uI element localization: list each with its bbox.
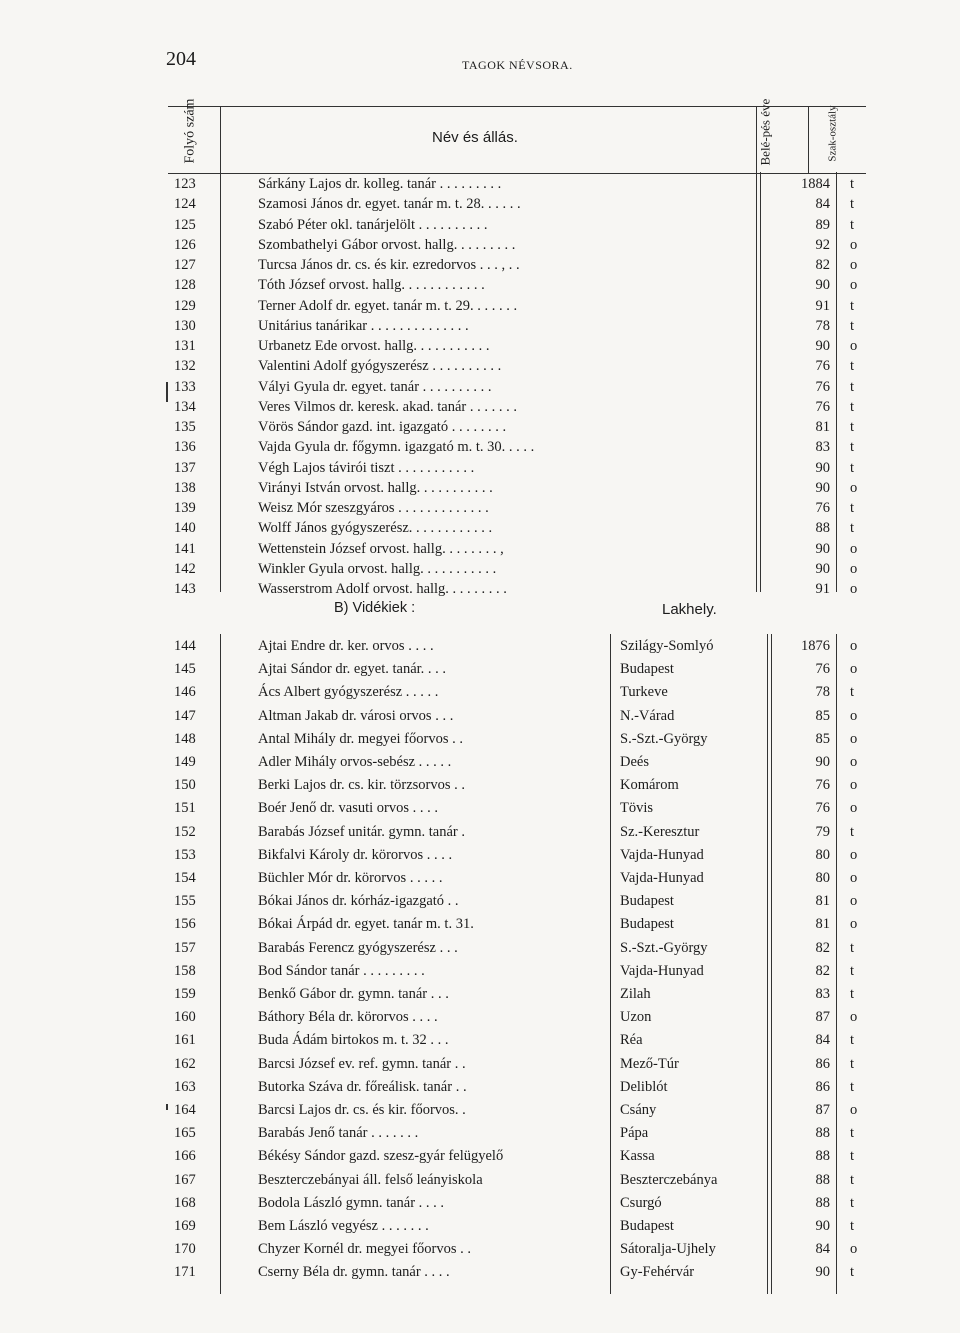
entry-year: 83 <box>815 986 830 1002</box>
row-number: 146 <box>174 684 196 701</box>
section-class: t <box>850 684 855 701</box>
member-name: Ács Albert gyógyszerész . . . . . <box>258 684 439 701</box>
entry-year: 80 <box>815 846 830 863</box>
residence: Sz.-Keresztur <box>620 823 700 840</box>
member-name: Ajtai Sándor dr. egyet. tanár. . . . <box>258 661 447 678</box>
entry-year: 90 <box>815 277 830 294</box>
residence: Zilah <box>620 986 651 1002</box>
residence: Kassa <box>620 1148 655 1165</box>
residence: N.-Várad <box>620 707 675 724</box>
row-number: 136 <box>174 439 196 456</box>
member-name: Unitárius tanárikar . . . . . . . . . . . . . . <box>258 317 469 334</box>
row-number: 161 <box>174 1032 196 1049</box>
section-class: o <box>850 707 858 724</box>
header-col-year: Belé-pés éve <box>757 98 773 166</box>
entry-year: 80 <box>815 870 830 886</box>
member-name: Barabás Ferencz gyógyszerész . . . <box>258 939 458 956</box>
member-name: Buda Ádám birtokos m. t. 32 . . . <box>258 1032 449 1049</box>
member-name: Virányi István orvost. hallg. . . . . . . . . . . <box>258 479 493 496</box>
entry-year: 82 <box>815 962 830 979</box>
entry-year: 86 <box>815 1055 830 1072</box>
entry-year: 90 <box>815 560 830 577</box>
section-class: o <box>850 800 858 817</box>
member-name: Winkler Gyula orvost. hallg. . . . . . . . . . . <box>258 560 497 577</box>
member-name: Végh Lajos távirói tiszt . . . . . . . . . . . <box>258 459 475 476</box>
section-class: t <box>850 196 855 213</box>
entry-year: 88 <box>815 1148 830 1165</box>
member-name: Barcsi Lajos dr. cs. és kir. főorvos. . <box>258 1102 466 1118</box>
section-class: t <box>850 1078 855 1095</box>
header-col-class: Szak-osztály <box>826 105 839 162</box>
section-class: t <box>850 297 855 314</box>
row-number: 135 <box>174 419 196 435</box>
section-class: o <box>850 661 858 678</box>
section-class: o <box>850 1009 858 1026</box>
section-b-rule-year-2 <box>771 634 772 1294</box>
section-class: t <box>850 1032 855 1049</box>
residence: Vajda-Hunyad <box>620 870 704 886</box>
row-number: 165 <box>174 1125 196 1142</box>
row-number: 151 <box>174 800 196 817</box>
member-name: Wolff János gyógyszerész. . . . . . . . . . . . <box>258 520 493 537</box>
section-class: t <box>850 1218 855 1234</box>
section-class: t <box>850 459 855 476</box>
section-b-rule-class <box>836 634 837 1294</box>
section-class: t <box>850 358 855 375</box>
row-number: 137 <box>174 459 196 476</box>
section-a-rule-number <box>220 172 221 592</box>
member-name: Vályi Gyula dr. egyet. tanár . . . . . . . . . . <box>258 378 492 395</box>
member-name: Büchler Mór dr. körorvos . . . . . <box>258 870 443 886</box>
row-number: 143 <box>174 581 196 597</box>
section-class: t <box>850 823 855 840</box>
entry-year: 90 <box>815 1218 830 1234</box>
row-number: 158 <box>174 962 196 979</box>
row-number: 171 <box>174 1264 196 1281</box>
member-name: Butorka Száva dr. főreálisk. tanár . . <box>258 1078 467 1095</box>
residence: Komárom <box>620 777 679 794</box>
section-class: t <box>850 1055 855 1072</box>
row-number: 159 <box>174 986 196 1002</box>
entry-year: 84 <box>815 196 830 213</box>
residence: Réa <box>620 1032 643 1049</box>
header-col-name: Név és állás. <box>432 129 518 146</box>
row-number: 163 <box>174 1078 196 1095</box>
entry-year: 91 <box>815 581 830 597</box>
member-name: Tóth József orvost. hallg. . . . . . . . . . . . <box>258 277 485 294</box>
entry-year: 76 <box>815 500 830 516</box>
row-number: 152 <box>174 823 196 840</box>
page-number: 204 <box>166 48 196 70</box>
entry-year: 82 <box>815 939 830 956</box>
residence: S.-Szt.-György <box>620 939 708 956</box>
section-class: o <box>850 777 858 794</box>
residence: Uzon <box>620 1009 652 1026</box>
member-name: Cserny Béla dr. gymn. tanár . . . . <box>258 1264 450 1281</box>
section-class: t <box>850 500 855 516</box>
section-b-rule-place <box>610 634 611 1294</box>
entry-year: 88 <box>815 520 830 537</box>
residence: Budapest <box>620 893 674 910</box>
entry-year: 76 <box>815 777 830 794</box>
entry-year: 88 <box>815 1171 830 1188</box>
member-name: Terner Adolf dr. egyet. tanár m. t. 29. . . . . . . <box>258 297 518 314</box>
section-class: t <box>850 1194 855 1211</box>
residence: Budapest <box>620 661 674 678</box>
residence: Szilágy-Somlyó <box>620 638 714 654</box>
member-name: Veres Vilmos dr. keresk. akad. tanár . . . . . . . <box>258 398 517 415</box>
section-b-place-header: Lakhely. <box>662 601 717 618</box>
section-class: o <box>850 638 858 654</box>
section-class: o <box>850 236 858 253</box>
row-number: 134 <box>174 398 196 415</box>
section-class: t <box>850 419 855 435</box>
section-class: o <box>850 257 858 273</box>
entry-year: 85 <box>815 730 830 747</box>
entry-year: 81 <box>815 916 830 933</box>
entry-year: 76 <box>815 378 830 395</box>
member-name: Vajda Gyula dr. főgymn. igazgató m. t. 30. . . . . <box>258 439 535 456</box>
residence: Turkeve <box>620 684 668 701</box>
running-head: TAGOK NÉVSORA. <box>462 58 573 72</box>
section-class: t <box>850 216 855 233</box>
row-number: 169 <box>174 1218 196 1234</box>
member-name: Bókai János dr. kórház-igazgató . . <box>258 893 459 910</box>
section-b-rule-year-1 <box>767 634 768 1294</box>
member-name: Boér Jenő dr. vasuti orvos . . . . <box>258 800 439 817</box>
member-name: Weisz Mór szeszgyáros . . . . . . . . . . . . . <box>258 500 489 516</box>
row-number: 157 <box>174 939 196 956</box>
section-a-rule-year-2 <box>760 172 761 592</box>
row-number: 129 <box>174 297 196 314</box>
member-name: Antal Mihály dr. megyei főorvos . . <box>258 730 463 747</box>
member-name: Turcsa János dr. cs. és kir. ezredorvos . . . , . . <box>258 257 520 273</box>
entry-year: 81 <box>815 419 830 435</box>
entry-year: 86 <box>815 1078 830 1095</box>
section-class: o <box>850 893 858 910</box>
row-number: 162 <box>174 1055 196 1072</box>
row-number: 140 <box>174 520 196 537</box>
residence: Csurgó <box>620 1194 662 1211</box>
residence: Beszterczebánya <box>620 1171 718 1188</box>
section-a-rule-year-1 <box>756 172 757 592</box>
section-class: t <box>850 986 855 1002</box>
entry-year: 87 <box>815 1009 830 1026</box>
row-number: 127 <box>174 257 196 273</box>
entry-year: 89 <box>815 216 830 233</box>
residence: Mező-Túr <box>620 1055 679 1072</box>
residence: Tövis <box>620 800 654 817</box>
residence: Vajda-Hunyad <box>620 846 704 863</box>
row-number: 132 <box>174 358 196 375</box>
entry-year: 90 <box>815 479 830 496</box>
member-name: Vörös Sándor gazd. int. igazgató . . . . . . . . <box>258 419 507 435</box>
row-number: 150 <box>174 777 196 794</box>
row-number: 166 <box>174 1148 196 1165</box>
member-name: Urbanetz Ede orvost. hallg. . . . . . . . . . . <box>258 338 490 354</box>
entry-year: 78 <box>815 317 830 334</box>
member-name: Bikfalvi Károly dr. körorvos . . . . <box>258 846 453 863</box>
row-number: 123 <box>174 176 196 192</box>
section-class: o <box>850 277 858 294</box>
row-number: 139 <box>174 500 196 516</box>
row-number: 126 <box>174 236 196 253</box>
row-number: 154 <box>174 870 196 886</box>
row-number: 144 <box>174 638 196 654</box>
row-number: 170 <box>174 1241 196 1258</box>
residence: S.-Szt.-György <box>620 730 708 747</box>
section-class: o <box>850 338 858 354</box>
member-name: Báthory Béla dr. körorvos . . . . <box>258 1009 438 1026</box>
member-name: Chyzer Kornél dr. megyei főorvos . . <box>258 1241 472 1258</box>
entry-year: 76 <box>815 358 830 375</box>
entry-year: 1884 <box>801 176 830 192</box>
section-class: t <box>850 176 855 192</box>
row-number: 130 <box>174 317 196 334</box>
residence: Pápa <box>620 1125 649 1142</box>
member-name: Barabás József unitár. gymn. tanár . <box>258 823 465 840</box>
member-name: Valentini Adolf gyógyszerész . . . . . . . . . . <box>258 358 502 375</box>
entry-year: 90 <box>815 540 830 557</box>
entry-year: 85 <box>815 707 830 724</box>
section-class: t <box>850 1264 855 1281</box>
section-class: o <box>850 581 858 597</box>
member-name: Bókai Árpád dr. egyet. tanár m. t. 31. <box>258 916 474 933</box>
header-col-number: Folyó szám <box>182 98 198 164</box>
row-number: 133 <box>174 378 196 395</box>
row-number: 148 <box>174 730 196 747</box>
entry-year: 84 <box>815 1241 830 1258</box>
section-class: t <box>850 317 855 334</box>
residence: Budapest <box>620 1218 674 1234</box>
section-class: o <box>850 870 858 886</box>
row-number: 138 <box>174 479 196 496</box>
row-number: 149 <box>174 754 196 770</box>
entry-year: 79 <box>815 823 830 840</box>
section-class: o <box>850 916 858 933</box>
entry-year: 83 <box>815 439 830 456</box>
entry-year: 90 <box>815 1264 830 1281</box>
section-class: t <box>850 962 855 979</box>
row-number: 145 <box>174 661 196 678</box>
member-name: Berki Lajos dr. cs. kir. törzsorvos . . <box>258 777 466 794</box>
member-name: Adler Mihály orvos-sebész . . . . . <box>258 754 452 770</box>
row-number: 125 <box>174 216 196 233</box>
entry-year: 87 <box>815 1102 830 1118</box>
row-number: 160 <box>174 1009 196 1026</box>
section-class: o <box>850 754 858 770</box>
section-class: t <box>850 398 855 415</box>
entry-year: 78 <box>815 684 830 701</box>
section-class: o <box>850 479 858 496</box>
section-class: o <box>850 846 858 863</box>
section-class: t <box>850 939 855 956</box>
entry-year: 90 <box>815 459 830 476</box>
member-name: Benkő Gábor dr. gymn. tanár . . . <box>258 986 449 1002</box>
section-b-rule-number <box>220 634 221 1294</box>
entry-year: 90 <box>815 338 830 354</box>
row-number: 168 <box>174 1194 196 1211</box>
residence: Deliblót <box>620 1078 668 1095</box>
row-number: 155 <box>174 893 196 910</box>
section-class: o <box>850 1102 858 1118</box>
entry-year: 81 <box>815 893 830 910</box>
section-a-rule-class <box>836 172 837 592</box>
member-name: Wasserstrom Adolf orvost. hallg. . . . . . . . . <box>258 581 507 597</box>
row-number: 128 <box>174 277 196 294</box>
entry-year: 92 <box>815 236 830 253</box>
entry-year: 76 <box>815 398 830 415</box>
entry-year: 76 <box>815 661 830 678</box>
entry-year: 1876 <box>801 638 830 654</box>
section-class: t <box>850 1148 855 1165</box>
row-number: 153 <box>174 846 196 863</box>
entry-year: 91 <box>815 297 830 314</box>
section-class: t <box>850 439 855 456</box>
entry-year: 82 <box>815 257 830 273</box>
entry-year: 88 <box>815 1125 830 1142</box>
residence: Csány <box>620 1102 657 1118</box>
member-name: Altman Jakab dr. városi orvos . . . <box>258 707 454 724</box>
section-class: t <box>850 378 855 395</box>
row-number: 131 <box>174 338 196 354</box>
member-name: Beszterczebányai áll. felső leányiskola <box>258 1171 483 1188</box>
entry-year: 76 <box>815 800 830 817</box>
section-class: o <box>850 540 858 557</box>
residence: Budapest <box>620 916 674 933</box>
row-number: 164 <box>174 1102 196 1118</box>
row-number: 141 <box>174 540 196 557</box>
member-name: Bem László vegyész . . . . . . . <box>258 1218 429 1234</box>
member-name: Barcsi József ev. ref. gymn. tanár . . <box>258 1055 466 1072</box>
row-number: 167 <box>174 1171 196 1188</box>
section-class: t <box>850 1171 855 1188</box>
entry-year: 84 <box>815 1032 830 1049</box>
row-number: 147 <box>174 707 196 724</box>
section-class: o <box>850 730 858 747</box>
member-name: Bod Sándor tanár . . . . . . . . . <box>258 962 425 979</box>
residence: Deés <box>620 754 649 770</box>
row-number: 142 <box>174 560 196 577</box>
member-name: Szabó Péter okl. tanárjelölt . . . . . . . . . . <box>258 216 488 233</box>
row-number: 124 <box>174 196 196 213</box>
residence: Gy-Fehérvár <box>620 1264 695 1281</box>
member-name: Szombathelyi Gábor orvost. hallg. . . . . . . . . <box>258 236 516 253</box>
section-class: o <box>850 1241 858 1258</box>
member-name: Sárkány Lajos dr. kolleg. tanár . . . . . . . . . <box>258 176 502 192</box>
member-name: Wettenstein József orvost. hallg. . . . . . . . , <box>258 540 504 557</box>
section-b-title: B) Vidékiek : <box>334 600 416 616</box>
entry-year: 90 <box>815 754 830 770</box>
section-class: t <box>850 1125 855 1142</box>
member-name: Ajtai Endre dr. ker. orvos . . . . <box>258 638 434 654</box>
table-header <box>168 98 866 174</box>
entry-year: 88 <box>815 1194 830 1211</box>
residence: Vajda-Hunyad <box>620 962 704 979</box>
member-name: Bodola László gymn. tanár . . . . <box>258 1194 445 1211</box>
section-class: o <box>850 560 858 577</box>
member-name: Szamosi János dr. egyet. tanár m. t. 28. . . . . . <box>258 196 521 213</box>
member-name: Barabás Jenő tanár . . . . . . . <box>258 1125 419 1142</box>
residence: Sátoralja-Ujhely <box>620 1241 716 1258</box>
row-number: 156 <box>174 916 196 933</box>
section-class: t <box>850 520 855 537</box>
member-name: Békésy Sándor gazd. szesz-gyár felügyelő <box>258 1148 504 1165</box>
